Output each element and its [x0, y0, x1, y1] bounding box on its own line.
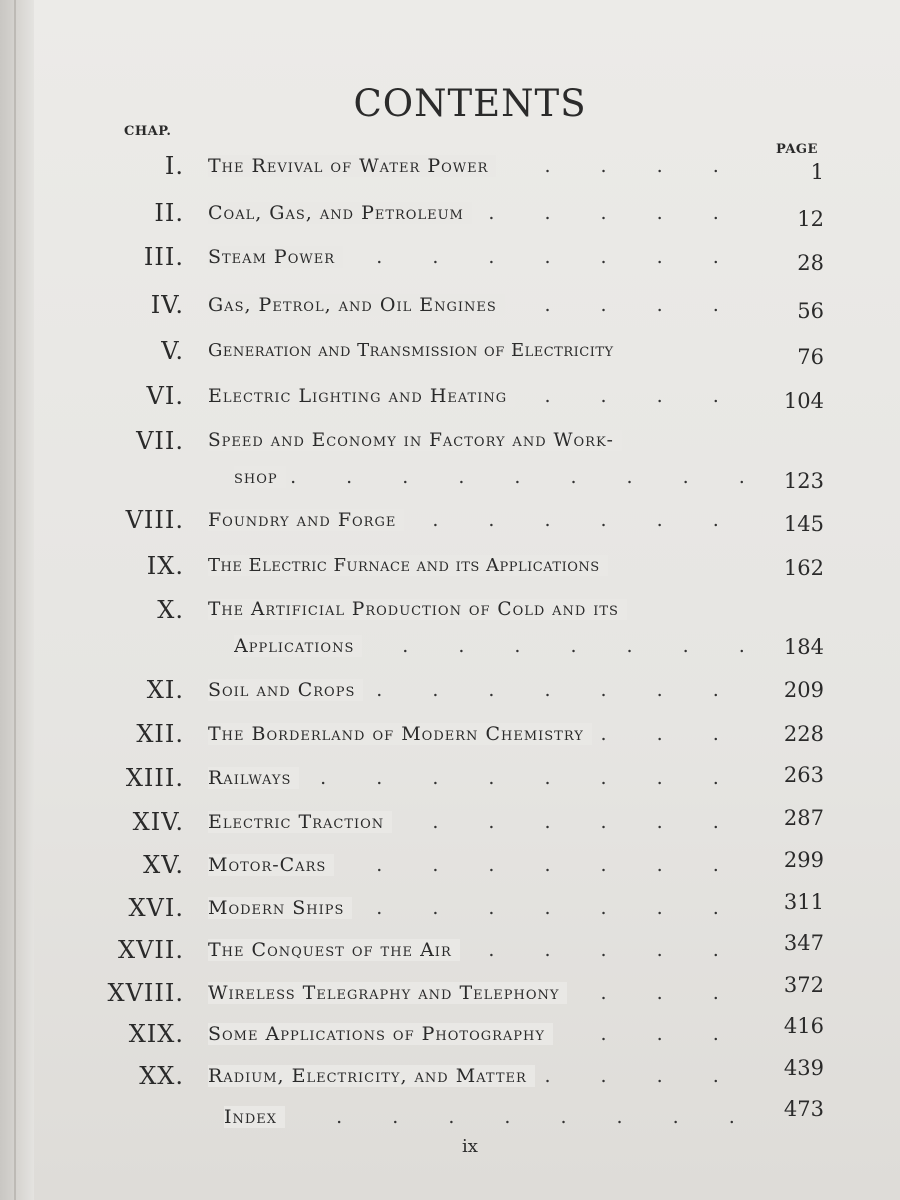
page-number: 28	[797, 251, 824, 275]
toc-entry-continuation	[0, 626, 900, 666]
chapter-number: IV.	[150, 291, 184, 319]
chapter-title-continued: Applications . . .	[234, 626, 760, 666]
chapter-title: Steam Power . . .	[208, 237, 760, 277]
chapter-number: II.	[154, 199, 184, 227]
chapter-title: The Artificial Production of Cold and its	[208, 590, 760, 630]
toc-entry	[0, 331, 900, 371]
page-number: 263	[783, 763, 824, 787]
chapter-number: I.	[164, 152, 184, 180]
chapter-title: Coal, Gas, and Petroleum . . .	[208, 193, 760, 233]
toc-entry-continuation	[0, 457, 900, 497]
page-number: 123	[783, 469, 824, 493]
chapter-number: VI.	[146, 382, 184, 410]
chapter-title: Speed and Economy in Factory and Work-	[208, 421, 760, 461]
page-number: 287	[783, 806, 824, 830]
toc-entry	[0, 802, 900, 842]
page-column-label: PAGE	[776, 142, 818, 157]
chapter-title: Motor-Cars . . .	[208, 845, 760, 885]
chapter-title: Gas, Petrol, and Oil Engines . . .	[208, 285, 760, 325]
toc-entry-index	[0, 1097, 900, 1137]
chapter-number: XIII.	[125, 764, 184, 792]
chapter-number: XI.	[146, 676, 184, 704]
toc-entry	[0, 546, 900, 586]
chapter-title: Wireless Telegraphy and Telephony . . .	[208, 973, 760, 1013]
chapter-title: Modern Ships . . .	[208, 888, 760, 928]
chapter-number: IX.	[146, 552, 184, 580]
toc-entry	[0, 237, 900, 277]
chapter-number: XIX.	[128, 1020, 184, 1048]
chapter-title: Soil and Crops . . .	[208, 670, 760, 710]
toc-entry	[0, 193, 900, 233]
page-number: 347	[783, 931, 824, 955]
page-number: 228	[783, 722, 824, 746]
page-number: 439	[783, 1056, 824, 1080]
page-number: 372	[783, 973, 824, 997]
index-title: Index . . .	[224, 1097, 760, 1137]
page-number: 56	[797, 299, 824, 323]
page-number: 12	[797, 207, 824, 231]
chapter-number: XX.	[139, 1062, 184, 1090]
chapter-title: The Borderland of Modern Chemistry . . .	[208, 714, 760, 754]
page-number: 311	[783, 890, 824, 914]
chapter-title: Radium, Electricity, and Matter . . .	[208, 1056, 760, 1096]
chapter-title: Railways . . .	[208, 758, 760, 798]
chapter-number: VII.	[136, 427, 184, 455]
toc-entry	[0, 590, 900, 630]
page-number: 299	[783, 848, 824, 872]
chapter-number: XII.	[136, 720, 184, 748]
chapter-title-continued: shop . . .	[234, 457, 760, 497]
page-number: 1	[810, 160, 824, 184]
chapter-title: Foundry and Forge . . .	[208, 500, 760, 540]
chapter-number: X.	[157, 596, 184, 624]
page-number: 473	[783, 1097, 824, 1121]
chapter-number: XIV.	[132, 808, 184, 836]
page-title: CONTENTS	[353, 82, 587, 125]
toc-entry	[0, 930, 900, 970]
chapter-title: Electric Traction . . .	[208, 802, 760, 842]
toc-entry	[0, 714, 900, 754]
page-number: 162	[783, 556, 824, 580]
page-number: 76	[797, 345, 824, 369]
toc-entry	[0, 376, 900, 416]
chapter-number: XV.	[143, 851, 184, 879]
chapter-number: V.	[161, 337, 184, 365]
chapter-number: XVII.	[117, 936, 184, 964]
page-number: 416	[783, 1014, 824, 1038]
toc-entry	[0, 421, 900, 461]
chapter-number: XVIII.	[107, 979, 184, 1007]
toc-entry	[0, 285, 900, 325]
chapter-number: XVI.	[128, 894, 184, 922]
chapter-title: The Conquest of the Air . . .	[208, 930, 760, 970]
page-folio: ix	[462, 1136, 478, 1157]
toc-entry	[0, 670, 900, 710]
chapter-title: Generation and Transmission of Electricity	[208, 331, 760, 371]
chapter-title: Some Applications of Photography . . .	[208, 1014, 760, 1054]
page-number: 104	[783, 389, 824, 413]
chapter-title: Electric Lighting and Heating . . .	[208, 376, 760, 416]
chapter-title: The Electric Furnace and its Applications	[208, 546, 760, 586]
toc-entry	[0, 758, 900, 798]
toc-entry	[0, 845, 900, 885]
toc-entry	[0, 888, 900, 928]
chapter-number: VIII.	[125, 506, 184, 534]
toc-entry	[0, 146, 900, 186]
page-number: 145	[783, 512, 824, 536]
page-number: 209	[783, 678, 824, 702]
chap-column-label: CHAP.	[124, 124, 172, 139]
toc-entry	[0, 500, 900, 540]
chapter-number: III.	[143, 243, 184, 271]
chapter-title: The Revival of Water Power . . .	[208, 146, 760, 186]
page-number: 184	[783, 635, 824, 659]
